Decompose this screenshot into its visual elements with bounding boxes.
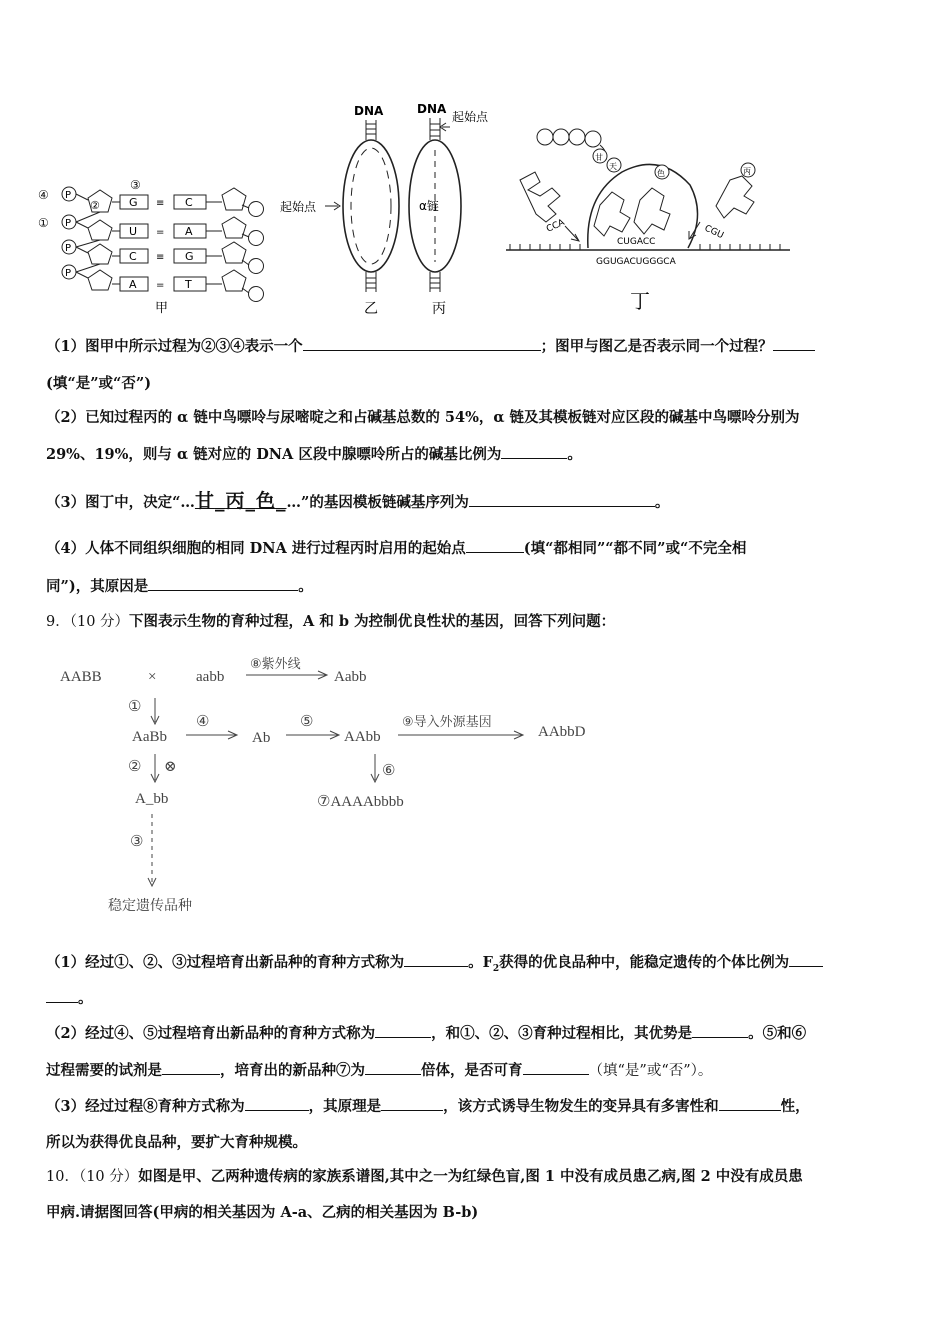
base-pair-row — [112, 195, 222, 209]
label-circled-4: ④ — [38, 188, 49, 202]
svg-text:DNA: DNA — [417, 102, 447, 116]
answer-blank[interactable] — [404, 953, 468, 967]
base-right: C — [185, 196, 193, 209]
q8-part1-hint: (填“是”或“否”) — [46, 375, 152, 392]
step-2: ② — [128, 759, 142, 775]
base-pair-row — [112, 249, 222, 263]
q8-part4-line1: （4）人体不同组织细胞的相同 DNA 进行过程丙时启用的起始点 (填“都相同”“都不同”或“不完全相 — [46, 540, 747, 557]
label-circled-1: ① — [38, 216, 49, 230]
base-right: T — [185, 278, 192, 291]
svg-text:P: P — [65, 268, 72, 279]
answer-blank[interactable] — [466, 539, 524, 553]
codon-amino-acid: 丙 — [225, 490, 246, 512]
svg-text:=: = — [156, 227, 165, 238]
step-4: ④ — [196, 714, 210, 730]
base-left: C — [129, 250, 137, 263]
label-yi: 乙 — [364, 301, 378, 317]
svg-text:Aabb: Aabb — [334, 669, 367, 685]
base-right: G — [185, 250, 194, 263]
codon-pair: CUGACC — [617, 237, 656, 247]
q9-part2-line1: （2）经过④、⑤过程培育出新品种的育种方式称为 ，和①、②、③育种过程相比，其优势是 。⑤和⑥ — [46, 1025, 807, 1042]
svg-text:=: = — [156, 280, 165, 291]
svg-text:≡: ≡ — [156, 198, 165, 209]
codon-amino-acid: 色 — [255, 490, 276, 512]
anticodon: CCA — [545, 217, 567, 235]
q8-part4-line2: 同”)，其原因是 。 — [46, 578, 313, 595]
answer-blank[interactable] — [381, 1097, 443, 1111]
svg-text:≡: ≡ — [156, 252, 165, 263]
base-right: A — [185, 225, 193, 238]
step-7-product: ⑦AAAAbbbb — [317, 794, 404, 810]
anticodon: CGU — [702, 223, 725, 242]
svg-text:AABB: AABB — [60, 669, 102, 685]
answer-blank[interactable] — [245, 1097, 309, 1111]
question-number: 9．（10 分） — [46, 614, 130, 630]
codon-amino-acid: 甘 — [194, 490, 215, 512]
q9-part3-line2: 所以为获得优良品种，要扩大育种规模。 — [46, 1134, 307, 1151]
answer-blank[interactable] — [162, 1061, 220, 1075]
question-number: 10．（10 分） — [46, 1169, 139, 1185]
amino-acid: 丙 — [743, 167, 751, 176]
q9-part1-line2: 。 — [46, 989, 93, 1009]
answer-blank[interactable] — [692, 1024, 748, 1038]
panel-bing — [409, 102, 489, 317]
amino-acid: 天 — [609, 162, 617, 171]
q9-part2-line2: 过程需要的试剂是 ，培育出的新品种⑦为 倍体，是否可育 （填“是”或“否”）。 — [46, 1062, 713, 1079]
label-ding: 丁 — [630, 289, 650, 313]
answer-blank[interactable] — [523, 1061, 589, 1075]
svg-text:AAbbD: AAbbD — [538, 724, 586, 740]
svg-text:A_bb: A_bb — [135, 791, 169, 807]
base-left: A — [129, 278, 137, 291]
label-jia: 甲 — [155, 301, 169, 316]
q8-part2-line2: 29%、19%，则与 α 链对应的 DNA 区段中腺嘌呤所占的碱基比例为 。 — [46, 446, 582, 463]
answer-blank[interactable] — [303, 337, 541, 351]
figure-dna-processes — [0, 0, 950, 330]
stable-variety: 稳定遗传品种 — [108, 898, 192, 914]
answer-blank[interactable] — [501, 445, 567, 459]
svg-text:aabb: aabb — [196, 669, 225, 685]
answer-blank[interactable] — [365, 1061, 421, 1075]
svg-text:AAbb: AAbb — [344, 729, 381, 745]
step-9-label: ⑨导入外源基因 — [402, 715, 492, 730]
amino-acid: 色 — [657, 169, 665, 178]
svg-text:AaBb: AaBb — [132, 729, 167, 745]
answer-blank[interactable] — [375, 1024, 431, 1038]
label-dna: DNA — [354, 104, 384, 118]
answer-blank[interactable] — [773, 337, 815, 351]
step-1: ① — [128, 699, 142, 715]
label-circled-2: ② — [90, 199, 100, 212]
step-5: ⑤ — [300, 714, 314, 730]
base-left: G — [129, 196, 138, 209]
q9-part1-line1: （1）经过①、②、③过程培育出新品种的育种方式称为 。$F_2$获得的优良品种中，能稳定遗传的个体比例为 — [46, 953, 823, 979]
step-6: ⑥ — [382, 763, 396, 779]
svg-text:P: P — [65, 218, 72, 229]
q9-header: 9．（10 分）下图表示生物的育种过程，A 和 b 为控制优良性状的基因，回答下列问题： — [46, 613, 616, 630]
figure-breeding-process — [0, 640, 950, 930]
panel-ding — [506, 129, 790, 313]
q10-line1: 10．（10 分）如图是甲、乙两种遗传病的家族系谱图,其中之一为红绿色盲,图 1 中没有成员患乙病,图 2 中没有成员患 — [46, 1168, 803, 1185]
amino-acid: 甘 — [595, 153, 603, 162]
svg-text:Ab: Ab — [252, 730, 271, 746]
q8-part3: （3）图丁中，决定“…甘_丙_色_…”的基因模板链碱基序列为 。 — [46, 490, 670, 512]
label-start-point: 起始点 — [280, 200, 317, 214]
answer-blank[interactable] — [148, 577, 298, 591]
mrna-sequence: GGUGACUGGGCA — [596, 257, 676, 267]
q8-part1: （1）图甲中所示过程为②③④表示一个 ；图甲与图乙是否表示同一个过程？ — [46, 337, 815, 357]
base-pair-row — [112, 224, 222, 238]
panel-yi — [280, 104, 399, 317]
label-alpha-chain: α链 — [419, 199, 439, 213]
base-left: U — [129, 225, 138, 238]
selfing-icon: ⊗ — [164, 759, 177, 775]
answer-blank[interactable] — [469, 493, 655, 507]
step-8-label: ⑧紫外线 — [250, 657, 301, 672]
step-3: ③ — [130, 834, 144, 850]
answer-blank[interactable] — [789, 953, 823, 967]
phosphate-icon: P — [65, 190, 72, 201]
label-bing: 丙 — [432, 301, 446, 317]
q8-part2-line1: （2）已知过程丙的 α 链中鸟嘌呤与尿嘧啶之和占碱基总数的 54%，α 链及其模板链对应区段的碱基中鸟嘌呤分别为 — [46, 409, 800, 426]
q9-part3-line1: （3）经过过程⑧育种方式称为 ，其原理是 ，该方式诱导生物发生的变异具有多害性和 性， — [46, 1098, 810, 1115]
svg-text:P: P — [65, 243, 72, 254]
label-circled-3: ③ — [130, 178, 141, 192]
panel-jia — [38, 178, 264, 316]
svg-text:×: × — [148, 669, 157, 685]
base-pair-row — [112, 277, 222, 291]
answer-blank[interactable] — [719, 1097, 781, 1111]
svg-text:起始点: 起始点 — [452, 110, 489, 124]
answer-blank[interactable] — [46, 989, 78, 1003]
q10-line2: 甲病.请据图回答(甲病的相关基因为 A-a、乙病的相关基因为 B-b) — [46, 1204, 479, 1221]
